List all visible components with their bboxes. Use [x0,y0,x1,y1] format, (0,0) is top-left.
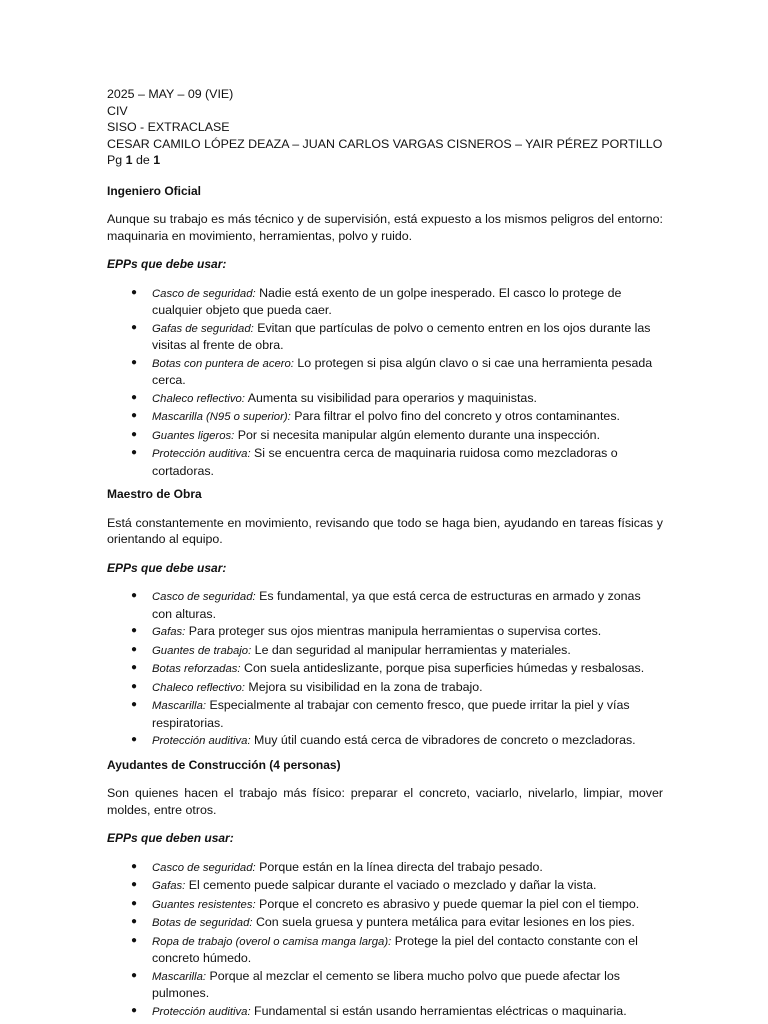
epp-term: Botas de seguridad: [152,917,253,929]
bullet-icon: ● [131,662,138,673]
epp-list [107,588,663,750]
epp-text: Porque el concreto es abrasivo y puede quemar la piel con el tiempo. [255,896,640,911]
epp-term: Casco de seguridad: [152,287,256,300]
bullet-icon: ● [131,934,138,946]
epp-item [131,877,663,895]
epp-item [131,896,663,914]
epp-text: Por si necesita manipular algún elemento durante una inspección. [234,427,601,442]
bullet-icon: ● [131,428,138,440]
epp-item [131,933,663,967]
epp-list [107,859,663,1021]
bullet-icon: ● [131,897,138,909]
epp-text: Nadie está exento de un golpe inesperado. El casco lo protege de cualquier objeto que pueda caer. [152,285,622,317]
section-title: Maestro de Obra [107,487,202,501]
epp-item [131,427,663,445]
bullet-icon: ● [131,643,138,655]
epp-item [131,285,663,319]
bullet-icon: ● [131,879,138,890]
bullet-icon: ● [131,734,138,745]
document-header [107,86,663,169]
epp-item [131,390,663,408]
bullet-icon: ● [131,410,138,421]
epp-text: El cemento puede salpicar durante el vaciado o mezclado y dañar la vista. [185,878,597,892]
epp-item [131,1003,663,1021]
epp-item [131,623,663,641]
epp-term: Gafas: [152,626,186,638]
section-description: Son quienes hacen el trabajo más físico: preparar el concreto, vaciarlo, nivelarlo, limpiar, mover moldes, entre otros. [107,786,663,817]
epp-term: Chaleco reflectivo: [152,392,245,405]
epp-term: Mascarilla (N95 o superior): [152,411,291,423]
epp-item [131,968,663,1002]
epp-text: Especialmente al trabajar con cemento fresco, que puede irritar la piel y vías respiratorias. [152,698,630,730]
epp-item [131,588,663,622]
bullet-icon: ● [131,590,138,601]
section-ayudantes [107,757,663,1021]
epp-text: Le dan seguridad al manipular herramientas y materiales. [251,642,571,657]
epp-term: Guantes de trabajo: [152,644,252,657]
epp-text: Mejora su visibilidad en la zona de trabajo. [244,679,483,694]
epp-text: Protege la piel del contacto constante con el concreto húmedo. [152,933,638,965]
epp-term: Gafas de seguridad: [152,322,254,335]
header-authors: CESAR CAMILO LÓPEZ DEAZA – JUAN CARLOS VARGAS CISNEROS – YAIR PÉREZ PORTILLO [107,136,663,151]
header-subject: SISO - EXTRACLASE [107,120,230,134]
epp-heading: EPPs que debe usar: [107,560,227,575]
epp-term: Casco de seguridad: [152,591,256,603]
section-title: Ingeniero Oficial [107,183,202,198]
epp-item [131,355,663,389]
epp-text: Muy útil cuando está cerca de vibradores de concreto o mezcladoras. [250,733,636,747]
epp-term: Botas reforzadas: [152,663,241,675]
epp-item [131,445,663,479]
epp-term: Guantes ligeros: [152,429,235,442]
header-date: 2025 – MAY – 09 (VIE) [107,87,234,101]
bullet-icon: ● [131,860,138,872]
epp-item [131,859,663,877]
section-title: Ayudantes de Construcción (4 personas) [107,757,341,772]
epp-text: Para proteger sus ojos mientras manipula herramientas o supervisa cortes. [185,624,602,638]
epp-term: Mascarilla: [152,970,206,983]
epp-term: Chaleco reflectivo: [152,681,245,694]
epp-item [131,320,663,354]
epp-text: Es fundamental, ya que está cerca de estructuras en armado y zonas con alturas. [152,589,641,621]
epp-item [131,697,663,731]
epp-text: Con suela antideslizante, porque pisa superficies húmedas y resbalosas. [240,661,645,675]
epp-text: Fundamental si están usando herramientas eléctricas o maquinaria. [250,1003,627,1018]
epp-text: Para filtrar el polvo fino del concreto y otros contaminantes. [290,409,620,423]
bullet-icon: ● [131,916,138,927]
section-ingeniero [107,183,663,480]
epp-term: Guantes resistentes: [152,898,256,911]
epp-term: Protección auditiva: [152,1005,251,1018]
epp-term: Ropa de trabajo (overol o camisa manga larga): [152,935,392,948]
bullet-icon: ● [131,286,138,298]
epp-item [131,732,663,750]
bullet-icon: ● [131,680,138,692]
bullet-icon: ● [131,321,138,333]
epp-text: Evitan que partículas de polvo o cemento entren en los ojos durante las visitas al frente de obra. [152,320,651,352]
epp-item [131,679,663,697]
section-maestro [107,486,663,750]
page-sep: de [132,153,154,167]
epp-item [131,660,663,678]
epp-heading: EPPs que debe usar: [107,257,227,271]
bullet-icon: ● [131,969,138,981]
epp-term: Botas con puntera de acero: [152,357,294,370]
page-current: 1 [125,153,133,167]
epp-text: Porque están en la línea directa del trabajo pesado. [255,859,543,874]
page-prefix: Pg [107,153,126,167]
epp-term: Casco de seguridad: [152,861,256,874]
epp-term: Mascarilla: [152,700,206,712]
epp-item [131,642,663,660]
epp-text: Si se encuentra cerca de maquinaria ruidosa como mezcladoras o cortadoras. [152,446,618,478]
bullet-icon: ● [131,1004,138,1016]
epp-list [107,285,663,480]
epp-text: Lo protegen si pisa algún clavo o si cae una herramienta pesada cerca. [152,355,653,387]
epp-text: Aumenta su visibilidad para operarios y maquinistas. [244,390,537,405]
epp-item [131,408,663,426]
page-total: 1 [153,153,161,167]
epp-term: Protección auditiva: [152,448,251,460]
epp-text: Con suela gruesa y puntera metálica para evitar lesiones en los pies. [252,915,635,929]
bullet-icon: ● [131,391,138,403]
epp-item [131,914,663,932]
section-description: Aunque su trabajo es más técnico y de supervisión, está expuesto a los mismos peligros del entorno: maquinaria en movimiento, herramientas, polvo y ruido. [107,212,663,243]
bullet-icon: ● [131,625,138,636]
page-number [107,152,663,169]
header-course: CIV [107,103,128,118]
epp-term: Gafas: [152,880,186,892]
epp-heading: EPPs que deben usar: [107,831,234,845]
section-description: Está constantemente en movimiento, revisando que todo se haga bien, ayudando en tareas físicas y orientando al equipo. [107,515,663,546]
bullet-icon: ● [131,699,138,710]
bullet-icon: ● [131,447,138,458]
epp-term: Protección auditiva: [152,735,251,747]
epp-text: Porque al mezclar el cemento se libera mucho polvo que puede afectar los pulmones. [152,968,620,1000]
bullet-icon: ● [131,356,138,368]
